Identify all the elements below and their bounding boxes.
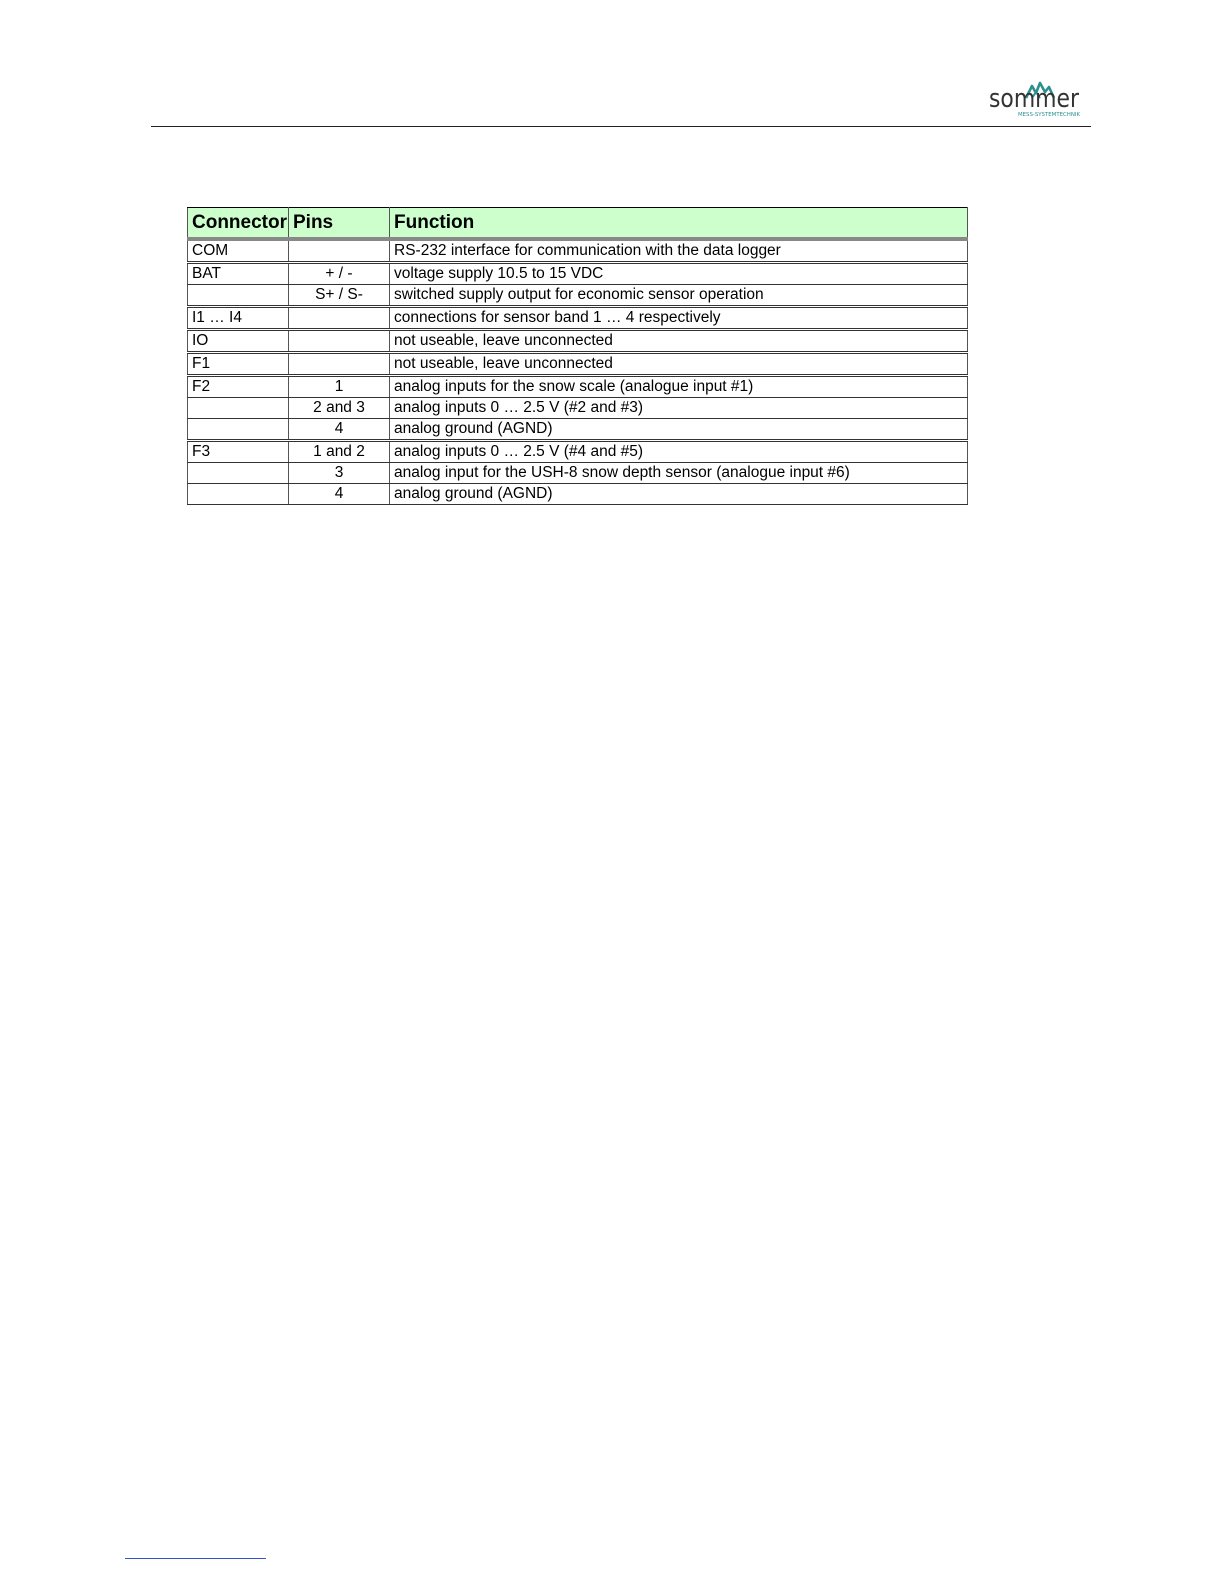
pins-cell	[289, 239, 390, 263]
table-row	[188, 263, 968, 285]
table-body	[188, 239, 968, 505]
function-cell: switched supply output for economic sensor operation	[390, 285, 968, 307]
table-row	[188, 239, 968, 263]
header-connector: Connector	[188, 208, 289, 240]
connector-cell: COM	[188, 239, 289, 263]
connector-cell: F2	[188, 376, 289, 398]
connector-cell	[188, 419, 289, 441]
pins-cell	[289, 307, 390, 330]
table-header-row	[188, 208, 968, 240]
function-cell: analog ground (AGND)	[390, 419, 968, 441]
function-cell: analog input for the USH-8 snow depth sensor (analogue input #6)	[390, 463, 968, 484]
function-cell: voltage supply 10.5 to 15 VDC	[390, 263, 968, 285]
pins-cell: 3	[289, 463, 390, 484]
table-row	[188, 285, 968, 307]
pins-cell: 2 and 3	[289, 398, 390, 419]
table-row	[188, 484, 968, 505]
footer-link-underline	[125, 1558, 266, 1559]
function-cell: not useable, leave unconnected	[390, 330, 968, 353]
connector-cell	[188, 463, 289, 484]
connector-cell: F1	[188, 353, 289, 376]
function-cell: analog ground (AGND)	[390, 484, 968, 505]
pins-cell: 4	[289, 484, 390, 505]
table-row	[188, 441, 968, 463]
function-cell: analog inputs for the snow scale (analogue input #1)	[390, 376, 968, 398]
connector-cell	[188, 484, 289, 505]
function-cell: RS-232 interface for communication with the data logger	[390, 239, 968, 263]
pins-cell	[289, 353, 390, 376]
header-divider	[151, 126, 1091, 127]
function-cell: analog inputs 0 … 2.5 V (#4 and #5)	[390, 441, 968, 463]
table-row	[188, 307, 968, 330]
pins-cell: S+ / S-	[289, 285, 390, 307]
connector-cell: I1 … I4	[188, 307, 289, 330]
pins-cell: 1 and 2	[289, 441, 390, 463]
pins-cell	[289, 330, 390, 353]
connector-pin-table	[187, 207, 968, 505]
function-cell: connections for sensor band 1 … 4 respectively	[390, 307, 968, 330]
table-row	[188, 398, 968, 419]
table-row	[188, 353, 968, 376]
function-cell: analog inputs 0 … 2.5 V (#2 and #3)	[390, 398, 968, 419]
logo-tagline: MESS-SYSTEMTECHNIK	[1018, 112, 1081, 118]
table-row	[188, 330, 968, 353]
connector-cell	[188, 285, 289, 307]
header-function: Function	[390, 208, 968, 240]
pins-cell: + / -	[289, 263, 390, 285]
header-pins: Pins	[289, 208, 390, 240]
table-row	[188, 376, 968, 398]
connector-cell: IO	[188, 330, 289, 353]
table-row	[188, 419, 968, 441]
connector-cell: F3	[188, 441, 289, 463]
logo-text: sommer	[989, 84, 1080, 114]
function-cell: not useable, leave unconnected	[390, 353, 968, 376]
connector-cell: BAT	[188, 263, 289, 285]
pins-cell: 1	[289, 376, 390, 398]
pins-cell: 4	[289, 419, 390, 441]
table-row	[188, 463, 968, 484]
sommer-logo	[988, 74, 1084, 120]
connector-cell	[188, 398, 289, 419]
